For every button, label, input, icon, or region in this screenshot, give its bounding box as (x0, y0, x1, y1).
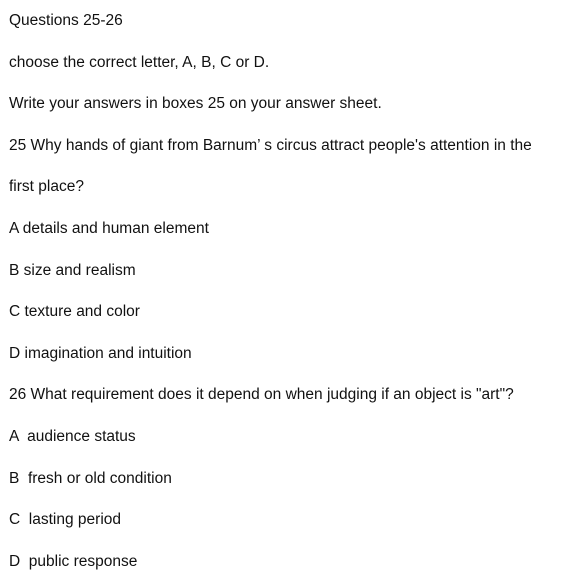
question-26-option-a: A audience status (9, 427, 136, 445)
question-25-option-c: C texture and color (9, 303, 140, 321)
instruction-answer-sheet: Write your answers in boxes 25 on your answer sheet. (9, 95, 382, 113)
question-26-text: 26 What requirement does it depend on when judging if an object is "art"? (9, 386, 514, 404)
question-26-option-d: D public response (9, 552, 138, 570)
question-26-option-c: C lasting period (9, 511, 122, 529)
heading: Questions 25-26 (9, 12, 123, 29)
question-25-option-d: D imagination and intuition (9, 344, 192, 362)
question-25-text-line-1: 25 Why hands of giant from Barnum’ s circus attract people's attention in the (9, 136, 532, 154)
question-25-option-b: B size and realism (9, 261, 136, 279)
instruction-choose-letter: choose the correct letter, A, B, C or D. (9, 53, 270, 71)
question-25-text-line-2: first place? (9, 178, 84, 196)
question-25-option-a: A details and human element (9, 219, 209, 237)
document (9, 0, 561, 582)
question-26-option-b: B fresh or old condition (9, 469, 172, 487)
